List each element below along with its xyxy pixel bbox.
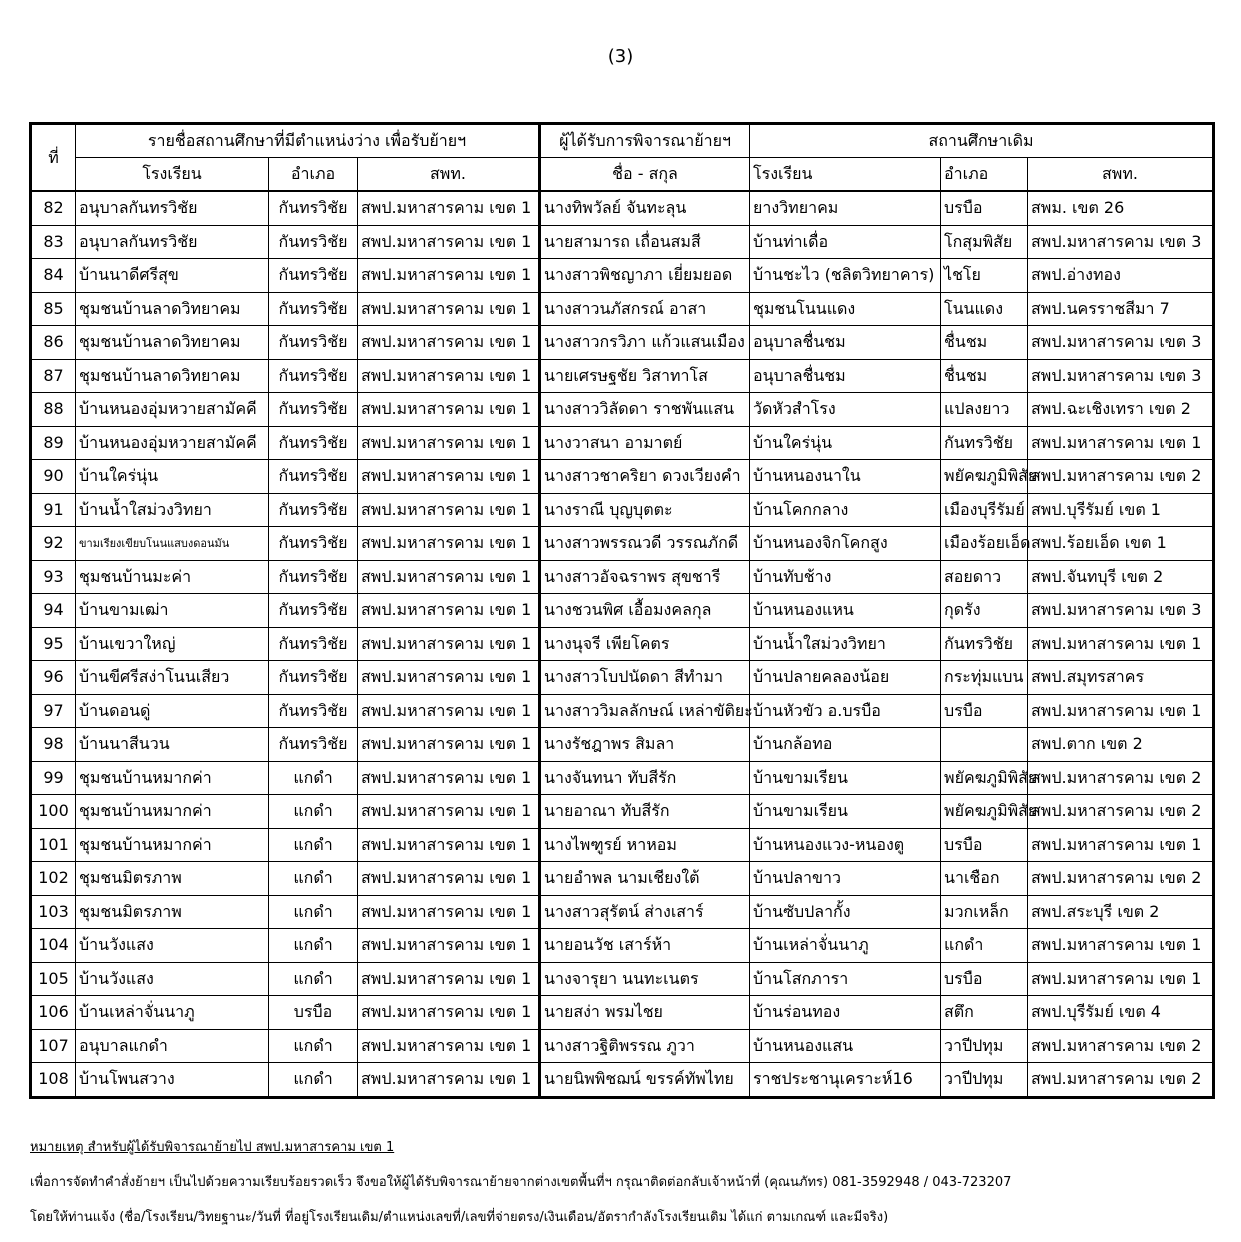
- origin-school: อนุบาลชื่นชม: [750, 326, 941, 360]
- vacant-district: กันทรวิชัย: [269, 393, 358, 427]
- applicant-name: นางสาวสุรัตน์ ส่างเสาร์: [540, 895, 750, 929]
- origin-office: สพป.จันทบุรี เขต 2: [1028, 560, 1214, 594]
- origin-school: บ้านปลายคลองน้อย: [750, 661, 941, 695]
- row-number: 82: [31, 191, 76, 225]
- header-origin-group: สถานศึกษาเดิม: [750, 124, 1214, 158]
- vacant-office: สพป.มหาสารคาม เขต 1: [358, 493, 540, 527]
- applicant-name: นางไพฑูรย์ หาหอม: [540, 828, 750, 862]
- origin-office: สพป.ร้อยเอ็ด เขต 1: [1028, 527, 1214, 561]
- origin-district: บรบือ: [941, 828, 1028, 862]
- vacant-district: กันทรวิชัย: [269, 326, 358, 360]
- vacant-office: สพป.มหาสารคาม เขต 1: [358, 661, 540, 695]
- applicant-name: นายอาณา ทับสีรัก: [540, 795, 750, 829]
- origin-school: บ้านหัวขัว อ.บรบือ: [750, 694, 941, 728]
- vacant-district: กันทรวิชัย: [269, 359, 358, 393]
- table-body: [31, 191, 1214, 1097]
- row-number: 84: [31, 259, 76, 293]
- origin-school: ชุมชนโนนแดง: [750, 292, 941, 326]
- note-title: หมายเหตุ สำหรับผู้ได้รับพิจารณาย้ายไป สพป.มหาสารคาม เขต 1: [30, 1140, 395, 1155]
- origin-district: สอยดาว: [941, 560, 1028, 594]
- table-row: [31, 996, 1214, 1030]
- row-number: 93: [31, 560, 76, 594]
- table-row: [31, 661, 1214, 695]
- applicant-name: นางทิพวัลย์ จันทะลุน: [540, 191, 750, 225]
- vacant-office: สพป.มหาสารคาม เขต 1: [358, 895, 540, 929]
- row-number: 103: [31, 895, 76, 929]
- origin-school: บ้านขามเรียน: [750, 761, 941, 795]
- origin-district: โนนแดง: [941, 292, 1028, 326]
- applicant-name: นางสาวฐิติพรรณ ภูวา: [540, 1029, 750, 1063]
- table-row: [31, 191, 1214, 225]
- vacant-school: บ้านน้ำใสม่วงวิทยา: [76, 493, 269, 527]
- table-row: [31, 393, 1214, 427]
- vacant-school: ขามเรียงเขียบโนนแสบงดอนมัน: [76, 527, 269, 561]
- vacant-district: แกดำ: [269, 929, 358, 963]
- applicant-name: นางสาวกรวิภา แก้วแสนเมือง: [540, 326, 750, 360]
- vacant-school: บ้านนาสีนวน: [76, 728, 269, 762]
- origin-office: สพป.มหาสารคาม เขต 2: [1028, 1063, 1214, 1098]
- vacant-office: สพป.มหาสารคาม เขต 1: [358, 1029, 540, 1063]
- origin-district: กุดรัง: [941, 594, 1028, 628]
- row-number: 91: [31, 493, 76, 527]
- vacant-office: สพป.มหาสารคาม เขต 1: [358, 929, 540, 963]
- origin-district: บรบือ: [941, 962, 1028, 996]
- vacant-district: แกดำ: [269, 761, 358, 795]
- header-office: สพท.: [358, 158, 540, 192]
- applicant-name: นางสาววิลัดดา ราชพันแสน: [540, 393, 750, 427]
- origin-district: [941, 728, 1028, 762]
- row-number: 90: [31, 460, 76, 494]
- origin-district: กระทุ่มแบน: [941, 661, 1028, 695]
- vacant-office: สพป.มหาสารคาม เขต 1: [358, 259, 540, 293]
- applicant-name: นางสาวนภัสกรณ์ อาสา: [540, 292, 750, 326]
- applicant-name: นางนุจรี เพียโคตร: [540, 627, 750, 661]
- vacant-office: สพป.มหาสารคาม เขต 1: [358, 627, 540, 661]
- row-number: 107: [31, 1029, 76, 1063]
- table-row: [31, 426, 1214, 460]
- vacant-office: สพป.มหาสารคาม เขต 1: [358, 862, 540, 896]
- vacant-school: ชุมชนบ้านลาดวิทยาคม: [76, 292, 269, 326]
- row-number: 100: [31, 795, 76, 829]
- row-number: 94: [31, 594, 76, 628]
- applicant-name: นางสาวโบปนัดดา สีทำมา: [540, 661, 750, 695]
- vacant-school: อนุบาลกันทรวิชัย: [76, 191, 269, 225]
- vacant-office: สพป.มหาสารคาม เขต 1: [358, 728, 540, 762]
- origin-school: บ้านหนองแวง-หนองตู: [750, 828, 941, 862]
- row-number: 89: [31, 426, 76, 460]
- vacant-school: บ้านใคร่นุ่น: [76, 460, 269, 494]
- vacant-school: บ้านขีศรีสง่าโนนเสียว: [76, 661, 269, 695]
- applicant-name: นางจารุยา นนทะเนตร: [540, 962, 750, 996]
- origin-school: ยางวิทยาคม: [750, 191, 941, 225]
- applicant-name: นายอนวัช เสาร์ห้า: [540, 929, 750, 963]
- vacant-office: สพป.มหาสารคาม เขต 1: [358, 460, 540, 494]
- applicant-name: นางสาวอัจฉราพร สุขชารี: [540, 560, 750, 594]
- vacant-office: สพป.มหาสารคาม เขต 1: [358, 761, 540, 795]
- vacant-district: กันทรวิชัย: [269, 460, 358, 494]
- origin-school: บ้านทับช้าง: [750, 560, 941, 594]
- vacant-school: ชุมชนบ้านมะค่า: [76, 560, 269, 594]
- header-orig-office: สพท.: [1028, 158, 1214, 192]
- row-number: 108: [31, 1063, 76, 1098]
- vacant-office: สพป.มหาสารคาม เขต 1: [358, 359, 540, 393]
- header-orig-district: อำเภอ: [941, 158, 1028, 192]
- vacant-school: บ้านวังแสง: [76, 929, 269, 963]
- origin-district: สตึก: [941, 996, 1028, 1030]
- vacant-district: แกดำ: [269, 862, 358, 896]
- origin-district: มวกเหล็ก: [941, 895, 1028, 929]
- vacant-office: สพป.มหาสารคาม เขต 1: [358, 527, 540, 561]
- table-row: [31, 962, 1214, 996]
- table-row: [31, 1029, 1214, 1063]
- origin-school: บ้านท่าเดื่อ: [750, 225, 941, 259]
- vacant-school: บ้านหนองอุ่มหวายสามัคคี: [76, 393, 269, 427]
- vacant-district: กันทรวิชัย: [269, 627, 358, 661]
- origin-office: สพป.สระบุรี เขต 2: [1028, 895, 1214, 929]
- vacant-district: กันทรวิชัย: [269, 661, 358, 695]
- transfer-table: [29, 122, 1215, 1099]
- origin-school: บ้านหนองแสน: [750, 1029, 941, 1063]
- table-row: [31, 694, 1214, 728]
- origin-office: สพป.บุรีรัมย์ เขต 1: [1028, 493, 1214, 527]
- origin-school: ราชประชานุเคราะห์16: [750, 1063, 941, 1098]
- vacant-school: บ้านวังแสง: [76, 962, 269, 996]
- row-number: 87: [31, 359, 76, 393]
- table-row: [31, 359, 1214, 393]
- vacant-school: ชุมชนมิตรภาพ: [76, 895, 269, 929]
- vacant-district: กันทรวิชัย: [269, 694, 358, 728]
- origin-school: บ้านหนองนาใน: [750, 460, 941, 494]
- row-number: 92: [31, 527, 76, 561]
- applicant-name: นายนิพพิชฌน์ ขรรค์ทัพไทย: [540, 1063, 750, 1098]
- header-no: ที่: [31, 124, 76, 192]
- origin-school: อนุบาลชื่นชม: [750, 359, 941, 393]
- origin-district: เมืองร้อยเอ็ด: [941, 527, 1028, 561]
- origin-school: บ้านโสกภารา: [750, 962, 941, 996]
- table-row: [31, 761, 1214, 795]
- table-row: [31, 828, 1214, 862]
- origin-office: สพป.มหาสารคาม เขต 2: [1028, 1029, 1214, 1063]
- applicant-name: นายเศรษฐชัย วิสาทาโส: [540, 359, 750, 393]
- vacant-school: ชุมชนบ้านหมากค่า: [76, 761, 269, 795]
- vacant-district: แกดำ: [269, 828, 358, 862]
- row-number: 99: [31, 761, 76, 795]
- origin-office: สพป.บุรีรัมย์ เขต 4: [1028, 996, 1214, 1030]
- applicant-name: นางรัชฎาพร สิมลา: [540, 728, 750, 762]
- table-row: [31, 929, 1214, 963]
- origin-district: โกสุมพิสัย: [941, 225, 1028, 259]
- row-number: 85: [31, 292, 76, 326]
- vacant-district: แกดำ: [269, 895, 358, 929]
- vacant-school: บ้านเขวาใหญ่: [76, 627, 269, 661]
- origin-district: ไชโย: [941, 259, 1028, 293]
- table-row: [31, 527, 1214, 561]
- origin-office: สพป.มหาสารคาม เขต 1: [1028, 426, 1214, 460]
- vacant-office: สพป.มหาสารคาม เขต 1: [358, 1063, 540, 1098]
- origin-district: วาปีปทุม: [941, 1063, 1028, 1098]
- vacant-office: สพป.มหาสารคาม เขต 1: [358, 560, 540, 594]
- row-number: 88: [31, 393, 76, 427]
- vacant-office: สพป.มหาสารคาม เขต 1: [358, 326, 540, 360]
- origin-school: บ้านชะไว (ชลิตวิทยาคาร): [750, 259, 941, 293]
- origin-office: สพป.นครราชสีมา 7: [1028, 292, 1214, 326]
- vacant-school: ชุมชนบ้านลาดวิทยาคม: [76, 359, 269, 393]
- applicant-name: นางสาวชาคริยา ดวงเวียงคำ: [540, 460, 750, 494]
- origin-district: ชื่นชม: [941, 359, 1028, 393]
- origin-office: สพป.มหาสารคาม เขต 3: [1028, 225, 1214, 259]
- vacant-school: บ้านหนองอุ่มหวายสามัคคี: [76, 426, 269, 460]
- vacant-district: กันทรวิชัย: [269, 560, 358, 594]
- vacant-office: สพป.มหาสารคาม เขต 1: [358, 225, 540, 259]
- origin-district: บรบือ: [941, 191, 1028, 225]
- page-number: (3): [607, 46, 634, 67]
- header-name: ชื่อ - สกุล: [540, 158, 750, 192]
- vacant-school: ชุมชนบ้านหมากค่า: [76, 828, 269, 862]
- row-number: 102: [31, 862, 76, 896]
- origin-office: สพป.มหาสารคาม เขต 1: [1028, 828, 1214, 862]
- table-row: [31, 493, 1214, 527]
- origin-office: สพป.มหาสารคาม เขต 3: [1028, 594, 1214, 628]
- origin-district: แปลงยาว: [941, 393, 1028, 427]
- header-district: อำเภอ: [269, 158, 358, 192]
- row-number: 83: [31, 225, 76, 259]
- origin-district: นาเชือก: [941, 862, 1028, 896]
- vacant-district: กันทรวิชัย: [269, 527, 358, 561]
- vacant-district: แกดำ: [269, 795, 358, 829]
- vacant-office: สพป.มหาสารคาม เขต 1: [358, 828, 540, 862]
- table-row: [31, 259, 1214, 293]
- vacant-district: กันทรวิชัย: [269, 292, 358, 326]
- table-row: [31, 326, 1214, 360]
- table-row: [31, 627, 1214, 661]
- vacant-district: แกดำ: [269, 1063, 358, 1098]
- applicant-name: นางสาวพรรณวดี วรรณภักดี: [540, 527, 750, 561]
- table-row: [31, 460, 1214, 494]
- vacant-district: แกดำ: [269, 962, 358, 996]
- origin-school: บ้านขามเรียน: [750, 795, 941, 829]
- vacant-district: กันทรวิชัย: [269, 191, 358, 225]
- row-number: 106: [31, 996, 76, 1030]
- table-row: [31, 795, 1214, 829]
- vacant-school: อนุบาลแกดำ: [76, 1029, 269, 1063]
- vacant-district: กันทรวิชัย: [269, 259, 358, 293]
- origin-district: วาปีปทุม: [941, 1029, 1028, 1063]
- origin-office: สพป.ฉะเชิงเทรา เขต 2: [1028, 393, 1214, 427]
- row-number: 104: [31, 929, 76, 963]
- vacant-school: ชุมชนบ้านหมากค่า: [76, 795, 269, 829]
- vacant-district: กันทรวิชัย: [269, 594, 358, 628]
- table-row: [31, 292, 1214, 326]
- origin-district: กันทรวิชัย: [941, 627, 1028, 661]
- origin-school: บ้านน้ำใสม่วงวิทยา: [750, 627, 941, 661]
- vacant-office: สพป.มหาสารคาม เขต 1: [358, 426, 540, 460]
- vacant-office: สพป.มหาสารคาม เขต 1: [358, 795, 540, 829]
- vacant-office: สพป.มหาสารคาม เขต 1: [358, 292, 540, 326]
- vacant-school: ชุมชนบ้านลาดวิทยาคม: [76, 326, 269, 360]
- applicant-name: นางวาสนา อามาตย์: [540, 426, 750, 460]
- header-school: โรงเรียน: [76, 158, 269, 192]
- origin-office: สพม. เขต 26: [1028, 191, 1214, 225]
- applicant-name: นางราณี บุญบุตตะ: [540, 493, 750, 527]
- header-applicant-group: ผู้ได้รับการพิจารณาย้ายฯ: [540, 124, 750, 158]
- table-row: [31, 862, 1214, 896]
- origin-office: สพป.มหาสารคาม เขต 2: [1028, 862, 1214, 896]
- row-number: 101: [31, 828, 76, 862]
- origin-district: พยัคฆภูมิพิสัย: [941, 460, 1028, 494]
- origin-office: สพป.มหาสารคาม เขต 3: [1028, 359, 1214, 393]
- origin-district: แกดำ: [941, 929, 1028, 963]
- row-number: 98: [31, 728, 76, 762]
- vacant-school: บ้านขามเฒ่า: [76, 594, 269, 628]
- origin-district: พยัคฆภูมิพิสัย: [941, 761, 1028, 795]
- origin-school: บ้านหนองแหน: [750, 594, 941, 628]
- vacant-district: กันทรวิชัย: [269, 225, 358, 259]
- origin-district: บรบือ: [941, 694, 1028, 728]
- origin-school: บ้านปลาขาว: [750, 862, 941, 896]
- row-number: 96: [31, 661, 76, 695]
- origin-office: สพป.มหาสารคาม เขต 1: [1028, 694, 1214, 728]
- origin-district: กันทรวิชัย: [941, 426, 1028, 460]
- note-line-2: โดยให้ท่านแจ้ง (ชื่อ/โรงเรียน/วิทยฐานะ/วันที่ ที่อยู่โรงเรียนเดิม/ตำแหน่งเลขที่/เลขที่จ่ายตรง/เงินเดือน/อัตรากำลังโรงเรียนเดิม ได้แก่ ตามเกณฑ์ และมีจริง): [30, 1210, 889, 1225]
- table-row: [31, 225, 1214, 259]
- row-number: 95: [31, 627, 76, 661]
- origin-office: สพป.มหาสารคาม เขต 3: [1028, 326, 1214, 360]
- origin-school: บ้านร่อนทอง: [750, 996, 941, 1030]
- applicant-name: นางจันทนา ทับสีรัก: [540, 761, 750, 795]
- vacant-school: ชุมชนมิตรภาพ: [76, 862, 269, 896]
- origin-school: บ้านเหล่าจั่นนาภู: [750, 929, 941, 963]
- origin-office: สพป.มหาสารคาม เขต 2: [1028, 460, 1214, 494]
- vacant-district: กันทรวิชัย: [269, 728, 358, 762]
- vacant-school: บ้านนาดีศรีสุข: [76, 259, 269, 293]
- origin-district: พยัคฆภูมิพิสัย: [941, 795, 1028, 829]
- vacant-office: สพป.มหาสารคาม เขต 1: [358, 594, 540, 628]
- origin-school: บ้านใคร่นุ่น: [750, 426, 941, 460]
- applicant-name: นายอำพล นามเชียงใต้: [540, 862, 750, 896]
- origin-school: วัดหัวสำโรง: [750, 393, 941, 427]
- vacant-office: สพป.มหาสารคาม เขต 1: [358, 694, 540, 728]
- header-orig-school: โรงเรียน: [750, 158, 941, 192]
- origin-school: บ้านโคกกลาง: [750, 493, 941, 527]
- origin-office: สพป.มหาสารคาม เขต 1: [1028, 962, 1214, 996]
- origin-office: สพป.ตาก เขต 2: [1028, 728, 1214, 762]
- vacant-office: สพป.มหาสารคาม เขต 1: [358, 996, 540, 1030]
- vacant-district: แกดำ: [269, 1029, 358, 1063]
- table-row: [31, 1063, 1214, 1098]
- origin-office: สพป.อ่างทอง: [1028, 259, 1214, 293]
- table-row: [31, 560, 1214, 594]
- vacant-school: บ้านเหล่าจั่นนาภู: [76, 996, 269, 1030]
- origin-office: สพป.มหาสารคาม เขต 2: [1028, 761, 1214, 795]
- applicant-name: นายสง่า พรมไชย: [540, 996, 750, 1030]
- origin-office: สพป.สมุทรสาคร: [1028, 661, 1214, 695]
- row-number: 97: [31, 694, 76, 728]
- vacant-school: บ้านดอนดู่: [76, 694, 269, 728]
- origin-school: บ้านหนองจิกโคกสูง: [750, 527, 941, 561]
- applicant-name: นางชวนพิศ เอื้อมงคลกุล: [540, 594, 750, 628]
- origin-office: สพป.มหาสารคาม เขต 2: [1028, 795, 1214, 829]
- vacant-office: สพป.มหาสารคาม เขต 1: [358, 191, 540, 225]
- origin-district: เมืองบุรีรัมย์: [941, 493, 1028, 527]
- row-number: 86: [31, 326, 76, 360]
- origin-district: ชื่นชม: [941, 326, 1028, 360]
- vacant-school: บ้านโพนสวาง: [76, 1063, 269, 1098]
- vacant-district: กันทรวิชัย: [269, 426, 358, 460]
- table-row: [31, 594, 1214, 628]
- table-row: [31, 728, 1214, 762]
- row-number: 105: [31, 962, 76, 996]
- origin-office: สพป.มหาสารคาม เขต 1: [1028, 627, 1214, 661]
- header-vacant-group: รายชื่อสถานศึกษาที่มีตำแหน่งว่าง เพื่อรับย้ายฯ: [76, 124, 540, 158]
- note-line-1: เพื่อการจัดทำคำสั่งย้ายฯ เป็นไปด้วยความเรียบร้อยรวดเร็ว จึงขอให้ผู้ได้รับพิจารณาย้ายจากต่างเขตพื้นที่ฯ กรุณาติดต่อกลับเจ้าหน้าที่ (คุณนภัทร) 081-3592948 / 043-723207: [30, 1175, 1012, 1190]
- vacant-office: สพป.มหาสารคาม เขต 1: [358, 393, 540, 427]
- origin-school: บ้านซับปลากั้ง: [750, 895, 941, 929]
- origin-office: สพป.มหาสารคาม เขต 1: [1028, 929, 1214, 963]
- applicant-name: นายสามารถ เถื่อนสมสี: [540, 225, 750, 259]
- vacant-school: อนุบาลกันทรวิชัย: [76, 225, 269, 259]
- vacant-district: กันทรวิชัย: [269, 493, 358, 527]
- applicant-name: นางสาววิมลลักษณ์ เหล่าขัติยะ: [540, 694, 750, 728]
- applicant-name: นางสาวพิชญาภา เยี่ยมยอด: [540, 259, 750, 293]
- vacant-office: สพป.มหาสารคาม เขต 1: [358, 962, 540, 996]
- origin-school: บ้านกล้อทอ: [750, 728, 941, 762]
- vacant-district: บรบือ: [269, 996, 358, 1030]
- table-row: [31, 895, 1214, 929]
